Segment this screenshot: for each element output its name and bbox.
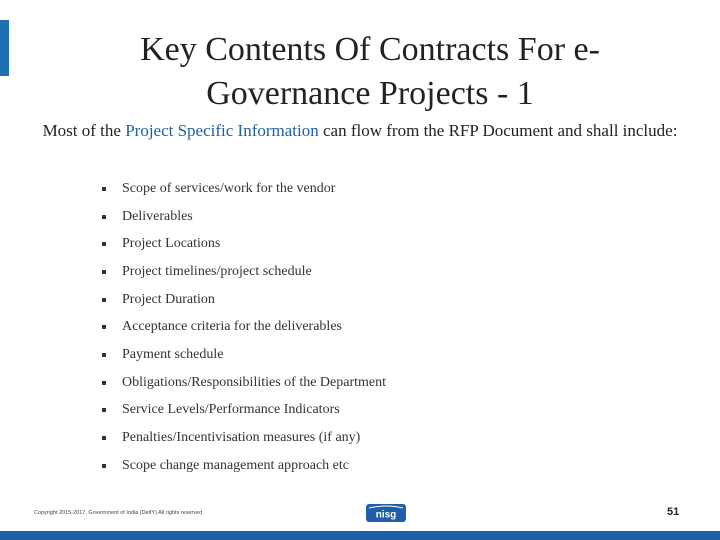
bullet-marker-icon bbox=[102, 408, 106, 412]
bullet-marker-icon bbox=[102, 381, 106, 385]
bullet-text: Scope of services/work for the vendor bbox=[122, 180, 336, 196]
intro-text bbox=[40, 118, 680, 143]
intro-highlight: Project Specific Information bbox=[125, 121, 319, 140]
logo-text: nisg bbox=[375, 509, 397, 521]
bullet-marker-icon bbox=[102, 353, 106, 357]
intro-post: can flow from the RFP Document and shall include: bbox=[318, 121, 678, 140]
list-item bbox=[102, 452, 386, 480]
bullet-text: Project Locations bbox=[122, 236, 221, 252]
bullet-text: Deliverables bbox=[122, 208, 193, 224]
list-item bbox=[102, 424, 386, 452]
list-item bbox=[102, 397, 386, 425]
bullet-marker-icon bbox=[102, 187, 106, 191]
bullet-text: Project Duration bbox=[122, 291, 215, 307]
page-number: 51 bbox=[667, 506, 680, 518]
bullet-text: Obligations/Responsibilities of the Department bbox=[122, 374, 387, 390]
bullet-text: Scope change management approach etc bbox=[122, 457, 350, 473]
title-accent-bar bbox=[0, 20, 9, 76]
bullet-marker-icon bbox=[102, 215, 106, 219]
intro-pre: Most of the bbox=[42, 121, 126, 140]
list-item bbox=[102, 286, 386, 314]
bullet-text: Project timelines/project schedule bbox=[122, 263, 312, 279]
list-item bbox=[102, 258, 386, 286]
bullet-text: Penalties/Incentivisation measures (if any) bbox=[122, 430, 361, 446]
bullet-text: Acceptance criteria for the deliverables bbox=[122, 319, 342, 335]
title-line-1: Key Contents Of Contracts For e- bbox=[140, 31, 600, 68]
list-item bbox=[102, 313, 386, 341]
list-item bbox=[102, 369, 386, 397]
footer-bar bbox=[0, 531, 720, 540]
bullet-marker-icon bbox=[102, 242, 106, 246]
bullet-marker-icon bbox=[102, 325, 106, 329]
bullet-text: Service Levels/Performance Indicators bbox=[122, 402, 340, 418]
bullet-marker-icon bbox=[102, 270, 106, 274]
bullet-marker-icon bbox=[102, 464, 106, 468]
bullet-text: Payment schedule bbox=[122, 346, 224, 362]
list-item bbox=[102, 341, 386, 369]
bullet-marker-icon bbox=[102, 298, 106, 302]
list-item bbox=[102, 203, 386, 231]
list-item bbox=[102, 230, 386, 258]
title-line-2: Governance Projects - 1 bbox=[206, 75, 534, 112]
nisg-logo bbox=[366, 504, 406, 522]
bullet-marker-icon bbox=[102, 436, 106, 440]
footer-copyright: Copyright 2015-2017, Government of India (DeitY) All rights reserved bbox=[34, 510, 203, 516]
list-item bbox=[102, 175, 386, 203]
bullet-list bbox=[102, 175, 386, 480]
slide-title bbox=[100, 28, 640, 116]
